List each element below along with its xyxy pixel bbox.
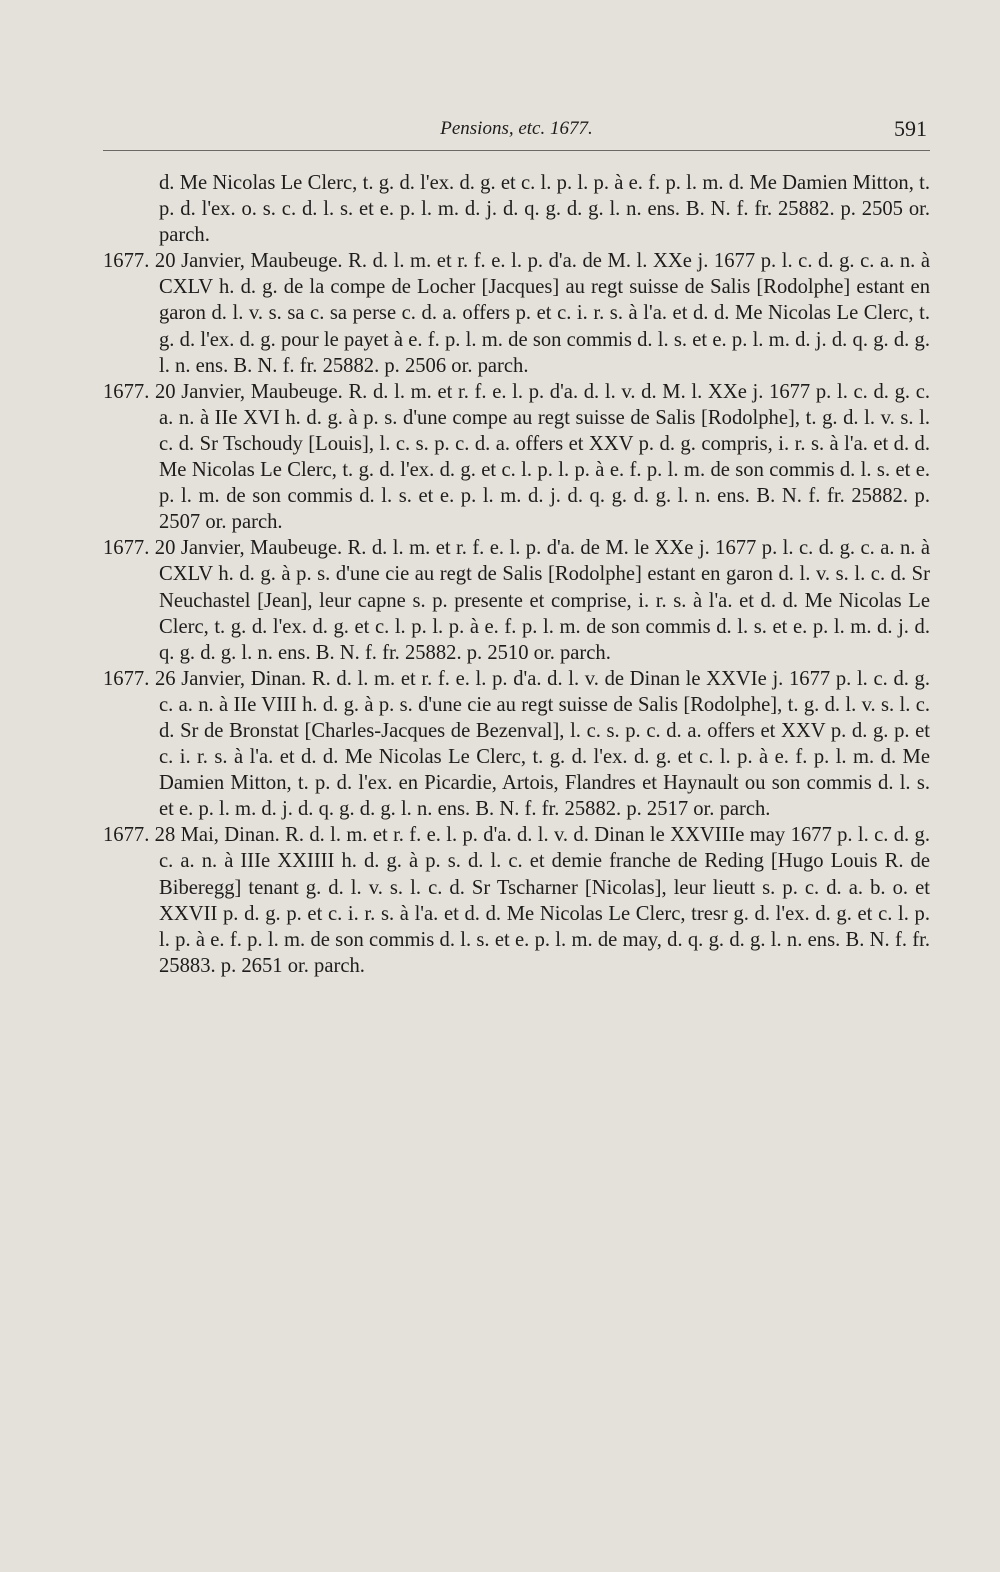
entry-3: 1677. 20 Janvier, Maubeuge. R. d. l. m. et r. f. e. l. p. d'a. de M. le XXe j. 1677 p. l. c. d. g. c. a. n. à CXLV h. d. g. à p. s. d'une cie au regt de Salis [Rodolphe] estant en garon d. l. v. s. l. c. d. Sr Neuchastel [Jean], leur capne s. p. presente et comprise, i. r. s. à l'a. et d. d. Me Nicolas Le Clerc, t. g. d. l'ex. d. g. et c. l. p. l. p. à e. f. p. l. m. de son commis d. l. s. et e. p. l. m. d. j. d. q. g. d. g. l. n. ens. B. N. f. fr. 25882. p. 2510 or. parch.: [103, 537, 930, 664]
running-title: Pensions, etc. 1677.: [440, 118, 593, 139]
page-number: 591: [894, 116, 927, 141]
continued-paragraph: d. Me Nicolas Le Clerc, t. g. d. l'ex. d. g. et c. l. p. l. p. à e. f. p. l. m. d. Me Damien Mitton, t. p. d. l'ex. o. s. c. d. l. s. et e. p. l. m. d. j. d. q. g. d. g. l. n. ens. B. N. f. fr. 25882. p. 2505 or. parch.: [159, 172, 930, 247]
entry-4: 1677. 26 Janvier, Dinan. R. d. l. m. et r. f. e. l. p. d'a. d. l. v. de Dinan le XXVIe j. 1677 p. l. c. d. g. c. a. n. à IIe VIII h. d. g. à p. s. d'une cie au regt suisse de Salis [Rodolphe], t. g. d. l. v. s. l. c. d. Sr de Bronstat [Charles-Jacques de Bezenval], l. c. s. p. c. d. a. offers et XXV p. d. g. p. et c. i. r. s. à l'a. et d. d. Me Nicolas Le Clerc, t. g. d. l'ex. d. g. et c. l. p. à e. f. p. l. m. d. Me Damien Mitton, t. p. d. l'ex. en Picardie, Artois, Flandres et Haynault ou son commis d. l. s. et e. p. l. m. d. j. d. q. g. d. g. l. n. ens. B. N. f. fr. 25882. p. 2517 or. parch.: [103, 667, 930, 821]
page-header: [103, 114, 930, 151]
entry-2: 1677. 20 Janvier, Maubeuge. R. d. l. m. et r. f. e. l. p. d'a. d. l. v. d. M. l. XXe j. 1677 p. l. c. d. g. c. a. n. à IIe XVI h. d. g. à p. s. d'une compe au regt suisse de Salis [Rodolphe], t. g. d. l. v. s. l. c. d. Sr Tschoudy [Louis], l. c. s. p. c. d. a. offers et XXV p. d. g. compris, i. r. s. à l'a. et d. d. Me Nicolas Le Clerc, t. g. d. l'ex. d. g. et c. l. p. l. p. à e. f. p. l. m. de son commis d. l. s. et e. p. l. m. de son commis d. l. s. et e. p. l. m. d. j. d. q. g. d. g. l. n. ens. B. N. f. fr. 25882. p. 2507 or. parch.: [103, 380, 930, 534]
entry-1: 1677. 20 Janvier, Maubeuge. R. d. l. m. et r. f. e. l. p. d'a. de M. l. XXe j. 1677 p. l. c. d. g. c. a. n. à CXLV h. d. g. de la compe de Locher [Jacques] au regt suisse de Salis [Rodolphe] estant en garon d. l. v. s. sa c. sa perse c. d. a. offers p. et c. i. r. s. à l'a. et d. d. Me Nicolas Le Clerc, t. g. d. l'ex. d. g. pour le payet à e. f. p. l. m. de son commis d. l. s. et e. p. l. m. d. j. d. q. g. d. g. l. n. ens. B. N. f. fr. 25882. p. 2506 or. parch.: [103, 250, 930, 377]
page-body: [103, 170, 930, 979]
entry-5: 1677. 28 Mai, Dinan. R. d. l. m. et r. f. e. l. p. d'a. d. l. v. d. Dinan le XXVIIIe may 1677 p. l. c. d. g. c. a. n. à IIIe XXIIII h. d. g. à p. s. d. l. c. et demie franche de Reding [Hugo Louis R. de Biberegg] tenant g. d. l. v. s. l. c. d. Sr Tscharner [Nicolas], leur lieutt s. p. c. d. a. b. o. et XXVII p. d. g. p. et c. i. r. s. à l'a. et d. d. Me Nicolas Le Clerc, tresr g. d. l'ex. d. g. et c. l. p. l. p. à e. f. p. l. m. de son commis d. l. s. et e. p. l. m. de may, d. q. g. d. g. l. n. ens. B. N. f. fr. 25883. p. 2651 or. parch.: [103, 824, 930, 977]
